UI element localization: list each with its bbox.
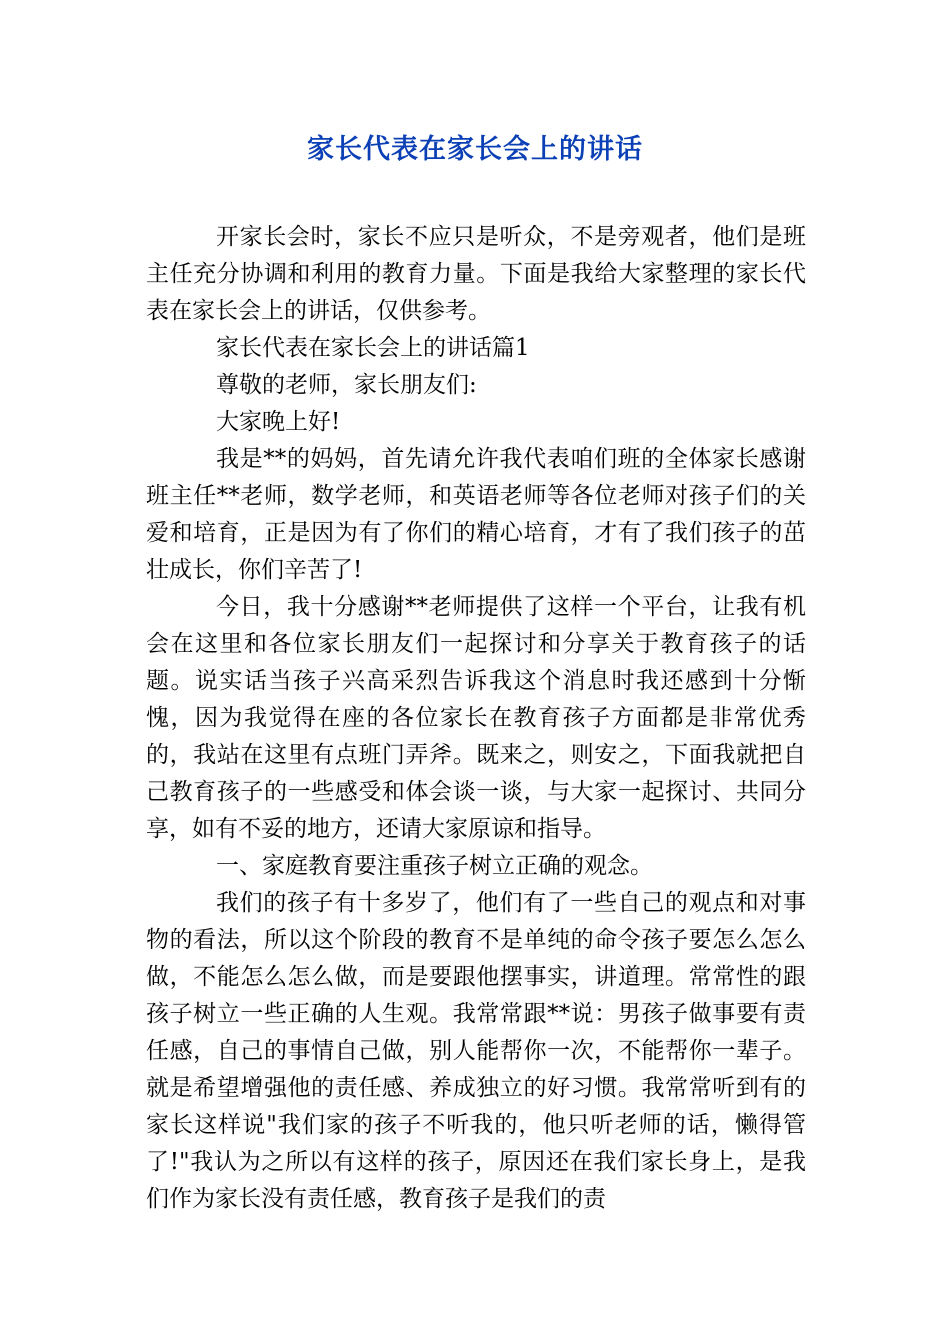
paragraph-thanks: 我是**的妈妈，首先请允许我代表咱们班的全体家长感谢班主任**老师，数学老师，和英语老师等各位老师对孩子们的关爱和培育，正是因为有了你们的精心培育，才有了我们孩子的茁壮成长，你们辛苦了! [146, 446, 806, 583]
paragraph-section-one-body: 我们的孩子有十多岁了，他们有了一些自己的观点和对事物的看法，所以这个阶段的教育不是单纯的命令孩子要怎么怎么做，不能怎么怎么做，而是要跟他摆事实，讲道理。常常性的跟孩子树立一些正确的人生观。我常常跟**说：男孩子做事要有责任感，自己的事情自己做，别人能帮你一次，不能帮你一辈子。就是希望增强他的责任感、养成独立的好习惯。我常常听到有的家长这样说"我们家的孩子不听我的，他只听老师的话，懒得管了!"我认为之所以有这样的孩子，原因还在我们家长身上，是我们作为家长没有责任感，教育孩子是我们的责 [146, 890, 806, 1212]
paragraph-intro: 开家长会时，家长不应只是听众，不是旁观者，他们是班主任充分协调和利用的教育力量。下面是我给大家整理的家长代表在家长会上的讲话，仅供参考。 [146, 224, 806, 324]
paragraph-greeting: 大家晚上好! [216, 409, 341, 435]
document-body [146, 219, 806, 1218]
paragraph-section-one: 一、家庭教育要注重孩子树立正确的观念。 [216, 853, 653, 879]
paragraph-salutation: 尊敬的老师，家长朋友们: [216, 372, 477, 398]
document-title: 家长代表在家长会上的讲话 [307, 134, 643, 165]
paragraph-platform: 今日，我十分感谢**老师提供了这样一个平台，让我有机会在这里和各位家长朋友们一起探讨和分享关于教育孩子的话题。说实话当孩子兴高采烈告诉我这个消息时我还感到十分惭愧，因为我觉得在座的各位家长在教育孩子方面都是非常优秀的，我站在这里有点班门弄斧。既来之，则安之，下面我就把自己教育孩子的一些感受和体会谈一谈，与大家一起探讨、共同分享，如有不妥的地方，还请大家原谅和指导。 [146, 594, 806, 842]
paragraph-heading: 家长代表在家长会上的讲话篇1 [216, 335, 530, 361]
